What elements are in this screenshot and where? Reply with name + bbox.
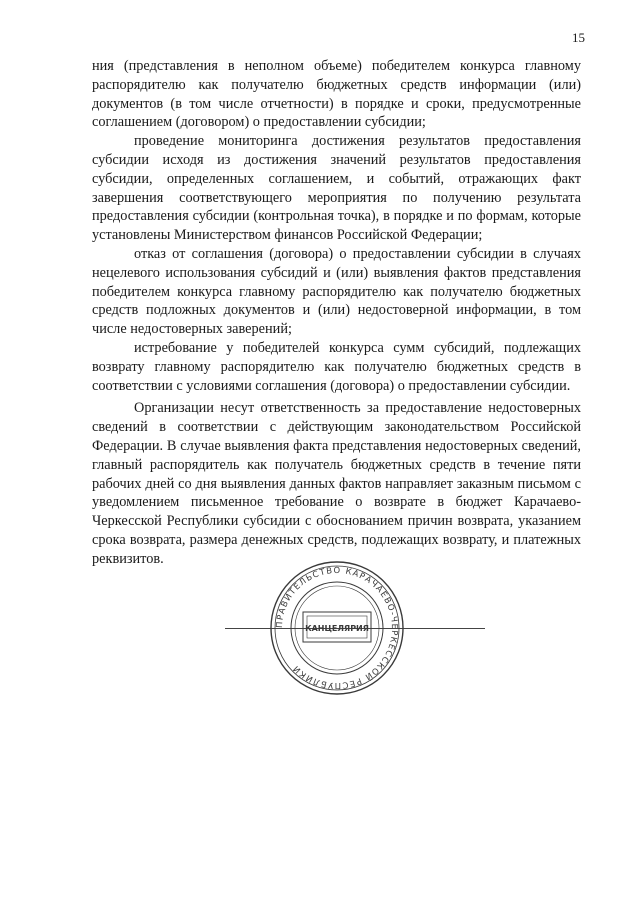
paragraph-4: истребование у победителей конкурса сумм субсидий, подлежащих возврату главному распорядителю как получателю бюджетных средств в соответствии с условиями соглашения (договора) о предоставлении субсидии.: [92, 339, 581, 394]
paragraph-2: проведение мониторинга достижения результатов предоставления субсидии исходя из достижения значений результатов предоставления субсидии, определенных соглашением, и событий, отражающих факт завершения соответствующего мероприятия по получению результата предоставления субсидии (контрольная точка), в порядке и по формам, которые установлены Министерством финансов Российской Федерации;: [92, 133, 581, 244]
paragraph-1: ния (представления в неполном объеме) победителем конкурса главному распорядителю как получателю бюджетных средств информации (или) документов (в том числе отчетности) в порядке и сроки, предусмотренные соглашением (договором) о предоставлении субсидии;: [92, 58, 581, 131]
official-seal-stamp: [269, 560, 405, 696]
paragraph-3: отказ от соглашения (договора) о предоставлении субсидии в случаях нецелевого использования субсидий и (или) выявления фактов представления победителем конкурса главному распорядителю как получателю бюджетных средств подложных документов и (или) недостоверной информации, в том числе недостоверных заверений;: [92, 245, 581, 338]
document-body: [92, 57, 581, 569]
paragraph-5: Организации несут ответственность за предоставление недостоверных сведений в соответствии с действующим законодательством Российской Федерации. В случае выявления факта представления недостоверных сведений, главный распорядитель как получатель бюджетных средств в течение пяти рабочих дней со дня выявления данных фактов направляет заказным письмом с уведомлением письменное требование о возврате в бюджет Карачаево-Черкесской Республики субсидии с обоснованием причин возврата, указанием срока возврата, размера денежных средств, подлежащих возврату, и платежных реквизитов.: [92, 400, 581, 567]
stamp-area: [225, 560, 485, 700]
seal-outer-text: ПРАВИТЕЛЬСТВО КАРАЧАЕВО-ЧЕРКЕССКОЙ РЕСПУБЛИКИ: [273, 564, 401, 692]
page-number: 15: [572, 30, 585, 45]
seal-inner-label: КАНЦЕЛЯРИЯ: [305, 624, 369, 633]
